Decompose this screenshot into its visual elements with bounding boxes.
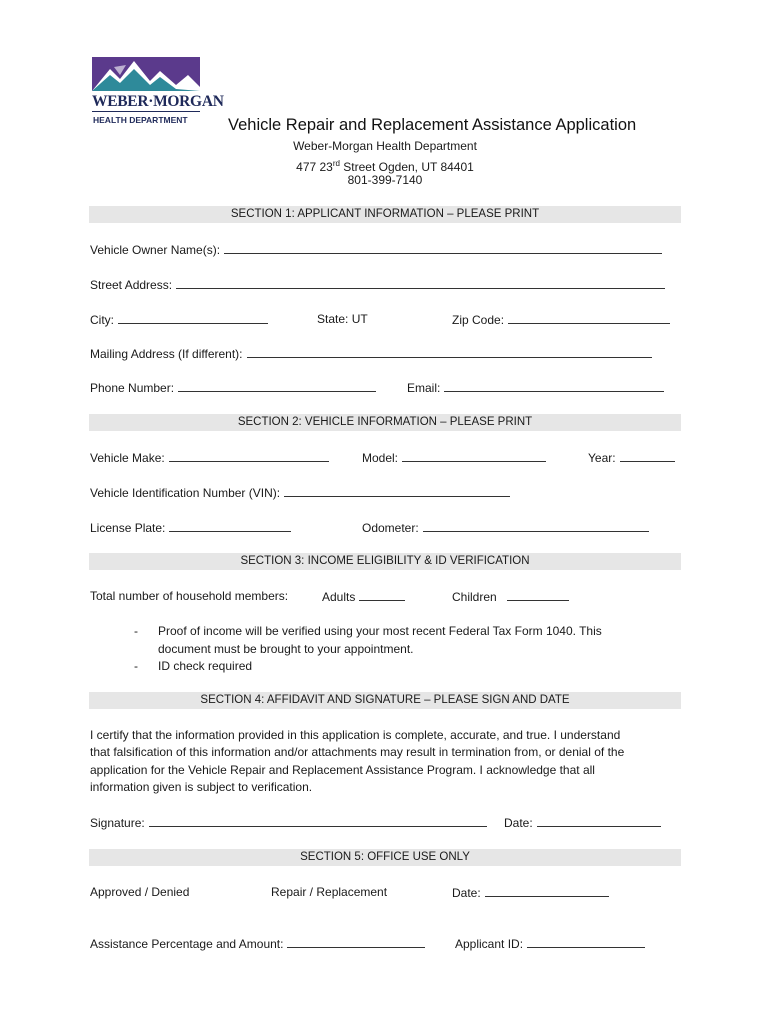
model-field[interactable] <box>402 450 546 462</box>
plate-field[interactable] <box>169 520 291 532</box>
approved-denied: Approved / Denied <box>90 885 190 899</box>
street-address-field[interactable] <box>176 277 665 289</box>
year-label: Year: <box>588 451 616 465</box>
assistance-field[interactable] <box>287 936 425 948</box>
office-date-label: Date: <box>452 886 481 900</box>
section3-heading: SECTION 3: INCOME ELIGIBILITY & ID VERIFICATION <box>89 553 681 570</box>
children-row <box>452 589 569 604</box>
phone-field[interactable] <box>178 380 376 392</box>
household-label: Total number of household members: <box>90 589 289 603</box>
section5-heading: SECTION 5: OFFICE USE ONLY <box>89 849 681 866</box>
logo-line2: HEALTH DEPARTMENT <box>93 115 188 125</box>
bullet-1-line1: Proof of income will be verified using your most recent Federal Tax Form 1040. This <box>158 624 602 638</box>
phone-row <box>90 380 376 395</box>
sig-date-row <box>504 815 661 830</box>
make-field[interactable] <box>169 450 329 462</box>
adults-label: Adults <box>322 590 356 604</box>
zip-field[interactable] <box>508 312 670 324</box>
section2-heading: SECTION 2: VEHICLE INFORMATION – PLEASE PRINT <box>89 414 681 431</box>
bullet-dash-1: - <box>134 624 138 638</box>
mailing-address-field[interactable] <box>247 346 652 358</box>
plate-label: License Plate: <box>90 521 166 535</box>
zip-label: Zip Code: <box>452 313 505 327</box>
plate-row <box>90 520 291 535</box>
affidavit-line3: application for the Vehicle Repair and Replacement Assistance Program. I acknowledge that all <box>90 763 595 777</box>
bullet-dash-2: - <box>134 659 138 673</box>
bullet-1-line2: document must be brought to your appointment. <box>158 642 414 656</box>
model-label: Model: <box>362 451 399 465</box>
section4-heading: SECTION 4: AFFIDAVIT AND SIGNATURE – PLEASE SIGN AND DATE <box>89 692 681 709</box>
children-field[interactable] <box>507 589 569 601</box>
children-label: Children <box>452 590 497 604</box>
year-field[interactable] <box>620 450 675 462</box>
owner-name-row <box>90 242 662 257</box>
applicant-id-field[interactable] <box>527 936 645 948</box>
city-field[interactable] <box>118 312 268 324</box>
vin-label: Vehicle Identification Number (VIN): <box>90 486 281 500</box>
make-label: Vehicle Make: <box>90 451 165 465</box>
org-phone: 801-399-7140 <box>347 173 423 187</box>
assistance-label: Assistance Percentage and Amount: <box>90 937 284 951</box>
email-field[interactable] <box>444 380 664 392</box>
vin-field[interactable] <box>284 485 510 497</box>
model-row <box>362 450 546 465</box>
owner-name-label: Vehicle Owner Name(s): <box>90 243 221 257</box>
owner-name-field[interactable] <box>224 242 662 254</box>
signature-label: Signature: <box>90 816 145 830</box>
page-title: Vehicle Repair and Replacement Assistance Application <box>228 116 637 134</box>
mailing-address-row <box>90 346 652 361</box>
adults-field[interactable] <box>359 589 405 601</box>
state-label: State: UT <box>317 312 368 326</box>
office-date-row <box>452 885 609 900</box>
street-address-row <box>90 277 665 292</box>
repair-replacement: Repair / Replacement <box>271 885 388 899</box>
applicant-id-label: Applicant ID: <box>455 937 524 951</box>
logo-line1: WEBER·MORGAN <box>92 93 224 110</box>
make-row <box>90 450 329 465</box>
signature-row <box>90 815 487 830</box>
email-label: Email: <box>407 381 441 395</box>
org-name: Weber-Morgan Health Department <box>293 139 477 153</box>
assistance-row <box>90 936 425 951</box>
vin-row <box>90 485 510 500</box>
bullet-2: ID check required <box>158 659 253 673</box>
org-address: 477 23rd Street Ogden, UT 84401 <box>296 159 474 174</box>
odometer-label: Odometer: <box>362 521 419 535</box>
phone-label: Phone Number: <box>90 381 175 395</box>
section1-heading: SECTION 1: APPLICANT INFORMATION – PLEASE PRINT <box>89 206 681 223</box>
affidavit-line2: that falsification of this information and/or attachments may result in termination from, or denial of the <box>90 745 625 759</box>
office-date-field[interactable] <box>485 885 609 897</box>
mailing-address-label: Mailing Address (If different): <box>90 347 243 361</box>
weber-morgan-logo <box>90 55 224 133</box>
street-address-label: Street Address: <box>90 278 173 292</box>
affidavit-line4: information given is subject to verification. <box>90 780 313 794</box>
odometer-field[interactable] <box>423 520 649 532</box>
year-row <box>588 450 675 465</box>
sig-date-label: Date: <box>504 816 533 830</box>
adults-row <box>322 589 405 604</box>
signature-field[interactable] <box>149 815 487 827</box>
applicant-id-row <box>455 936 645 951</box>
email-row <box>407 380 664 395</box>
sig-date-field[interactable] <box>537 815 661 827</box>
zip-row <box>452 312 670 327</box>
affidavit-line1: I certify that the information provided in this application is complete, accurate, and true. I understand <box>90 728 621 742</box>
odometer-row <box>362 520 649 535</box>
city-label: City: <box>90 313 114 327</box>
city-row <box>90 312 268 327</box>
